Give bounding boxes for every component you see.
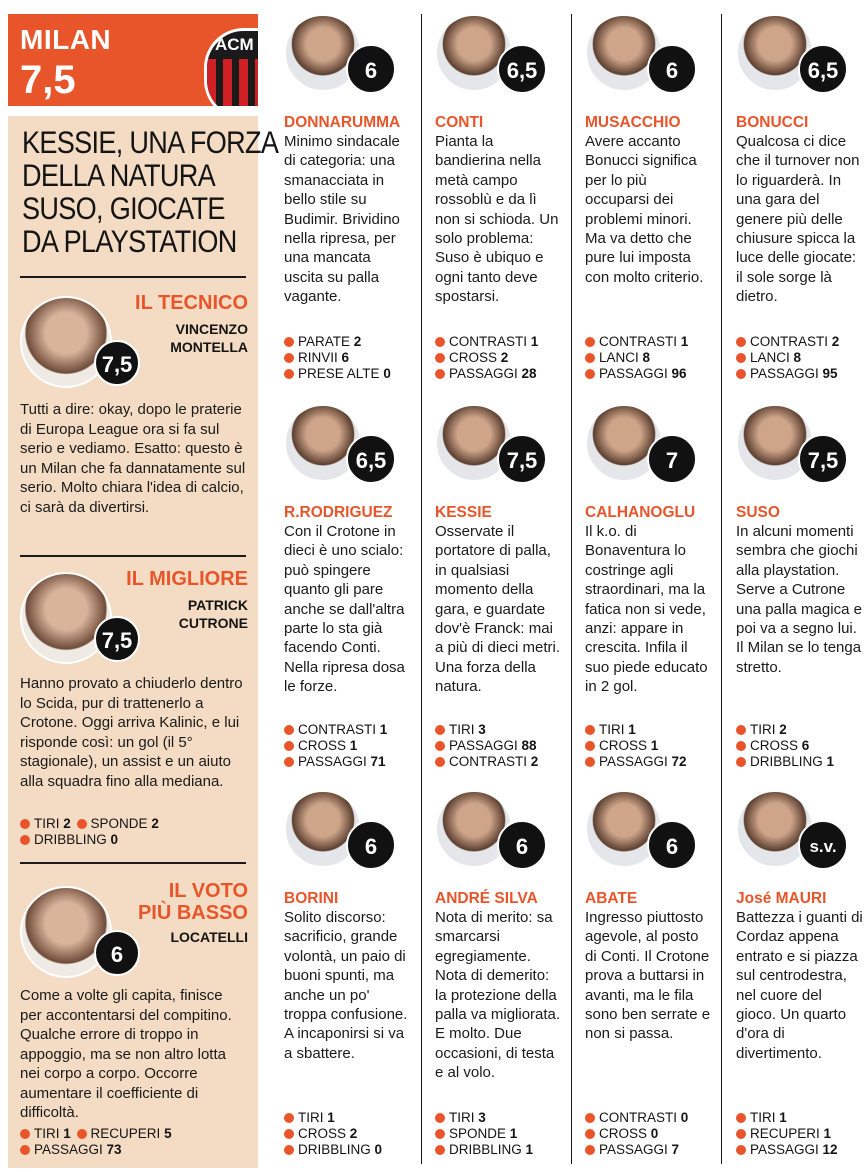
bullet-icon: [736, 369, 746, 379]
rating-badge: 6,5: [497, 44, 547, 94]
player-card: [734, 404, 864, 784]
rating-badge: 7,5: [94, 340, 140, 386]
bullet-icon: [77, 1129, 87, 1139]
bullet-icon: [284, 353, 294, 363]
feature-text: Hanno provato a chiuderlo dentro lo Scida, pur di trattenerlo a Crotone. Oggi arriva Kalinic, e lui risponde così: un gol (il 5° stagionale), un assist e un aiuto alla squadra fino alla mediana.: [20, 675, 243, 790]
player-name: ANDRÉ SILVA: [435, 890, 538, 907]
team-name: MILAN: [20, 24, 112, 55]
bullet-icon: [435, 725, 445, 735]
player-card: [583, 790, 713, 1168]
feature-person-name: LOCATELLI: [170, 929, 248, 945]
divider: [20, 555, 246, 557]
rating-badge: 6,5: [346, 434, 396, 484]
bullet-icon: [585, 1113, 595, 1123]
bullet-icon: [585, 337, 595, 347]
bullet-icon: [435, 1145, 445, 1155]
player-card: [583, 404, 713, 784]
player-text: Pianta la bandierina nella metà campo rossoblù e da lì non si schioda. Un solo problema: Suso è ubiquo e ogni tanto deve spostarsi.: [435, 133, 559, 306]
bullet-icon: [435, 369, 445, 379]
rating-badge: 6: [346, 820, 396, 870]
bullet-icon: [435, 1113, 445, 1123]
stats-row: DRIBBLING 0: [20, 832, 161, 848]
player-text: Solito discorso: sacrificio, grande volontà, un paio di buoni spunti, ma anche un po' troppa confusione. A incaponirsi si va a sbattere.: [284, 909, 408, 1062]
bullet-icon: [435, 757, 445, 767]
team-banner: [8, 14, 258, 106]
player-card: [433, 790, 563, 1168]
feature-title: IL MIGLIORE: [126, 568, 248, 590]
bullet-icon: [435, 337, 445, 347]
stats-list: [20, 1126, 174, 1158]
stats-row: TIRI 1 RECUPERI 5: [20, 1126, 174, 1142]
player-card: [282, 14, 412, 394]
bullet-icon: [20, 1145, 30, 1155]
bullet-icon: [736, 1113, 746, 1123]
bullet-icon: [77, 819, 87, 829]
milan-crest-icon: [204, 28, 258, 106]
headline: [22, 124, 279, 259]
bullet-icon: [585, 353, 595, 363]
player-text: Ingresso piuttosto agevole, al posto di Conti. Il Crotone prova a buttarsi in avanti, ma le fila sono ben serrate e non si passa.: [585, 909, 711, 1043]
bullet-icon: [284, 1145, 294, 1155]
bullet-icon: [585, 1145, 595, 1155]
player-name: CALHANOGLU: [585, 504, 696, 521]
bullet-icon: [736, 725, 746, 735]
feature-title: IL VOTO PIÙ BASSO: [137, 880, 248, 924]
stats-list: CONTRASTI 1 LANCI 8 PASSAGGI 96: [585, 334, 688, 382]
divider: [20, 862, 246, 864]
rating-badge: s.v.: [798, 820, 848, 870]
bullet-icon: [585, 1129, 595, 1139]
bullet-icon: [585, 741, 595, 751]
player-text: Osservate il portatore di palla, in qualsiasi momento della gara, e guardate dov'è Franck: mai a più di dieci metri. Una forza della natura.: [435, 523, 561, 696]
stats-list: TIRI 2 CROSS 6 DRIBBLING 1: [736, 722, 834, 770]
bullet-icon: [284, 741, 294, 751]
bullet-icon: [435, 741, 445, 751]
headline-line: DELLA NATURA: [22, 157, 215, 193]
player-text: In alcuni momenti sembra che giochi alla playstation. Serve a Cutrone una palla magica e poi va a segno lui. Il Milan se lo tenga stretto.: [736, 523, 862, 676]
bullet-icon: [435, 1129, 445, 1139]
player-card: [433, 14, 563, 394]
rating-badge: 6: [647, 44, 697, 94]
feature-lowest: [20, 880, 248, 1170]
bullet-icon: [736, 757, 746, 767]
stats-list: TIRI 1 RECUPERI 1 PASSAGGI 12: [736, 1110, 838, 1158]
headline-line: SUSO, GIOCATE: [22, 190, 225, 226]
bullet-icon: [736, 337, 746, 347]
stats-row: PASSAGGI 73: [20, 1142, 174, 1158]
headline-line: KESSIE, UNA FORZA: [22, 124, 279, 160]
player-name: KESSIE: [435, 504, 492, 521]
bullet-icon: [284, 757, 294, 767]
feature-coach: [20, 292, 248, 552]
feature-text: Come a volte gli capita, finisce per accontentarsi del compitino. Qualche errore di troppo in appoggio, ma se non altro lotta nei corpo a corpo. Occorre aumentare il coefficiente di difficoltà.: [20, 987, 232, 1121]
stats-list: TIRI 1 CROSS 1 PASSAGGI 72: [585, 722, 687, 770]
column-divider: [571, 14, 572, 1164]
bullet-icon: [284, 369, 294, 379]
rating-badge: 6: [647, 820, 697, 870]
bullet-icon: [20, 1129, 30, 1139]
player-text: Minimo sindacale di categoria: una smanacciata in bello stile su Budimir. Brividino nella ripresa, per una mancata uscita su palla vagante.: [284, 133, 400, 306]
player-text: Avere accanto Bonucci significa per lo più occuparsi dei problemi minori. Ma va detto che pure lui imposta con molto criterio.: [585, 133, 704, 286]
player-text: Nota di merito: sa smarcarsi egregiamente. Nota di demerito: la protezione della palla va migliorata. E molto. Due occasioni, di testa e al volo.: [435, 909, 561, 1082]
player-name: José MAURI: [736, 890, 827, 907]
player-card: [433, 404, 563, 784]
feature-title: IL TECNICO: [135, 292, 248, 314]
rating-badge: 6: [497, 820, 547, 870]
rating-badge: 7,5: [798, 434, 848, 484]
stats-list: CONTRASTI 1 CROSS 2 PASSAGGI 28: [435, 334, 538, 382]
player-card: [734, 14, 864, 394]
feature-person-name: VINCENZO MONTELLA: [170, 321, 248, 355]
bullet-icon: [20, 835, 30, 845]
player-name: MUSACCHIO: [585, 114, 681, 131]
feature-text: Tutti a dire: okay, dopo le praterie di Europa League ora si fa sul serio e vediamo. Esatto: questo è un Milan che fa dannatamente sul serio. Molto chiara l'idea di calcio, ci sarà da divertirsi.: [20, 401, 246, 516]
rating-badge: 7: [647, 434, 697, 484]
bullet-icon: [284, 725, 294, 735]
player-name: DONNARUMMA: [284, 114, 401, 131]
player-name: R.RODRIGUEZ: [284, 504, 393, 521]
bullet-icon: [736, 741, 746, 751]
stats-list: CONTRASTI 1 CROSS 1 PASSAGGI 71: [284, 722, 387, 770]
player-name: CONTI: [435, 114, 484, 131]
bullet-icon: [585, 757, 595, 767]
player-name: BORINI: [284, 890, 339, 907]
player-text: Battezza i guanti di Cordaz appena entrato e si piazza sul centrodestra, nel cuore del gioco. Un quarto d'ora di divertimento.: [736, 909, 863, 1062]
player-card: [583, 14, 713, 394]
player-card: [734, 790, 864, 1168]
sidebar: [8, 116, 279, 1168]
team-score: 7,5: [20, 58, 76, 102]
column-divider: [721, 14, 722, 1164]
headline-line: DA PLAYSTATION: [22, 223, 237, 259]
bullet-icon: [20, 819, 30, 829]
rating-badge: 6,5: [798, 44, 848, 94]
stats-list: CONTRASTI 2 LANCI 8 PASSAGGI 95: [736, 334, 839, 382]
stats-list: TIRI 3 PASSAGGI 88 CONTRASTI 2: [435, 722, 538, 770]
player-name: BONUCCI: [736, 114, 809, 131]
rating-badge: 6: [94, 930, 140, 976]
rating-badge: 7,5: [497, 434, 547, 484]
player-card: [282, 790, 412, 1168]
stats-row: TIRI 2 SPONDE 2: [20, 816, 161, 832]
bullet-icon: [585, 725, 595, 735]
bullet-icon: [736, 353, 746, 363]
player-name: ABATE: [585, 890, 638, 907]
bullet-icon: [736, 1145, 746, 1155]
stats-list: [20, 816, 161, 848]
bullet-icon: [736, 1129, 746, 1139]
crest-text: ACM: [215, 35, 254, 54]
feature-best: [20, 568, 248, 858]
stats-list: TIRI 1 CROSS 2 DRIBBLING 0: [284, 1110, 382, 1158]
player-text: Qualcosa ci dice che il turnover non lo riguarderà. In una gara del genere più delle chiusure spicca la luce delle giocate: il sole sorge là dietro.: [736, 133, 860, 306]
bullet-icon: [284, 1113, 294, 1123]
rating-badge: 6: [346, 44, 396, 94]
player-text: Il k.o. di Bonaventura lo costringe agli straordinari, ma la fatica non si vede, anzi: appare in crescita. Infila il suo piede educato in 2 gol.: [585, 523, 708, 696]
column-divider: [421, 14, 422, 1164]
divider: [20, 276, 246, 278]
player-card: [282, 404, 412, 784]
player-text: Con il Crotone in dieci è uno scialo: può spingere quanto gli pare anche se dall'altra parte lo sta già facendo Conti. Nella ripresa dosa le forze.: [284, 523, 405, 696]
player-name: SUSO: [736, 504, 780, 521]
bullet-icon: [284, 1129, 294, 1139]
bullet-icon: [435, 353, 445, 363]
feature-person-name: PATRICK CUTRONE: [178, 597, 248, 631]
rating-badge: 7,5: [94, 616, 140, 662]
stats-list: PARATE 2 RINVII 6 PRESE ALTE 0: [284, 334, 391, 382]
stats-list: CONTRASTI 0 CROSS 0 PASSAGGI 7: [585, 1110, 688, 1158]
stats-list: TIRI 3 SPONDE 1 DRIBBLING 1: [435, 1110, 533, 1158]
bullet-icon: [284, 337, 294, 347]
bullet-icon: [585, 369, 595, 379]
